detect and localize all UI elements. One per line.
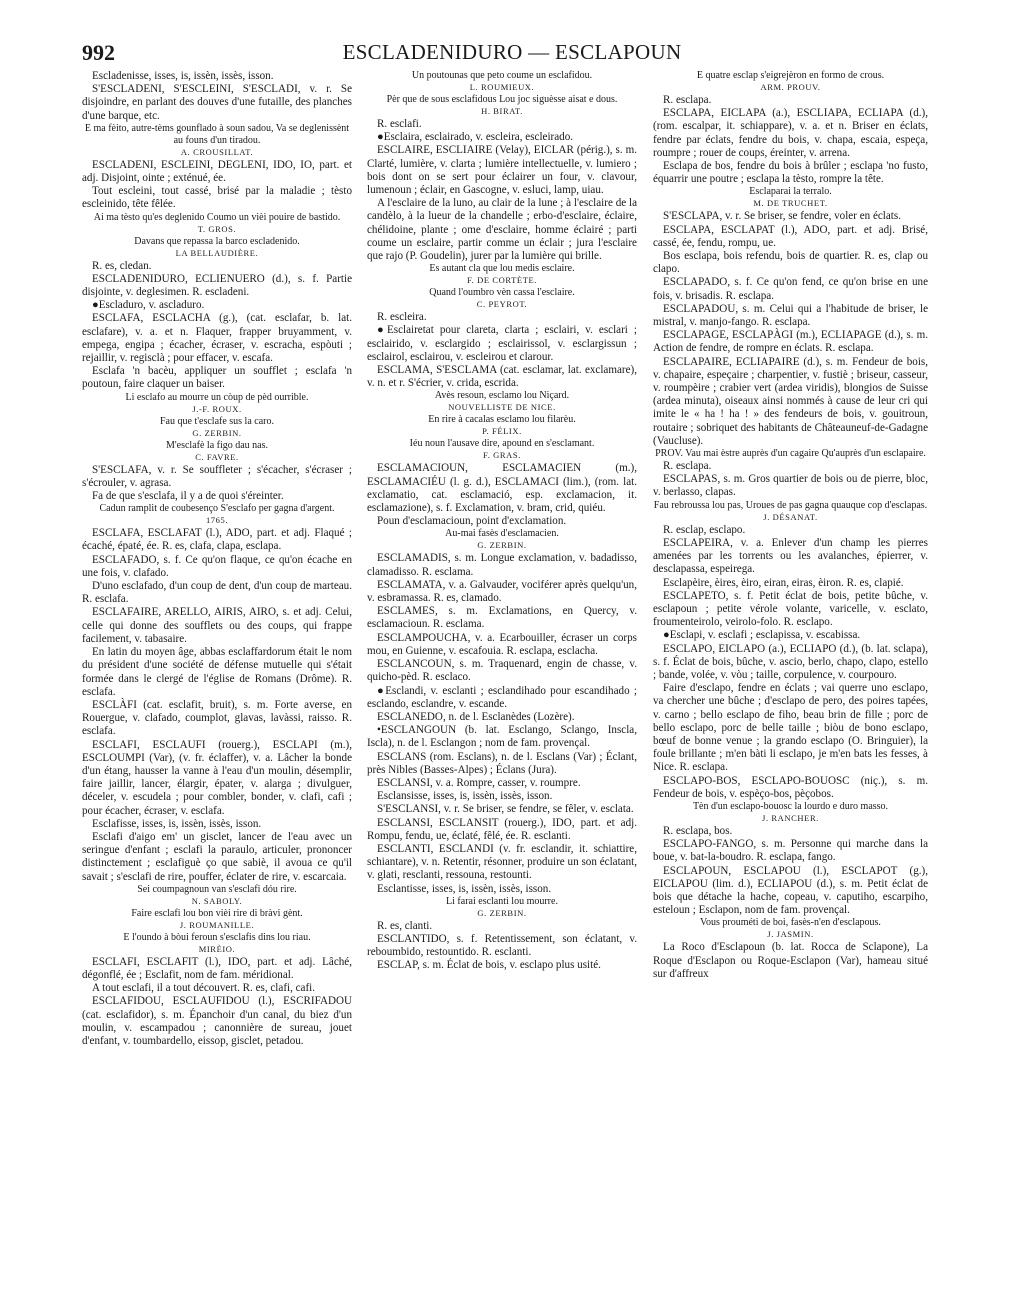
entry-paragraph: R. esclapa. [663,460,712,473]
quotation-source: J.-F. ROUX. [192,403,242,414]
quotation: Iéu noun l'ausave dire, apound en s'esclamant. [409,438,595,450]
entry-paragraph: ESCLADENI, ESCLEINI, DEGLENI, IDO, IO, part. et adj. Disjoint, ointe ; exténué, ée. [82,158,352,185]
entry-paragraph: •ESCLANGOUN (b. lat. Esclango, Sclango, Inscla, Iscla), n. de l. Esclangon ; nom de fam. provençal. [367,724,637,750]
quotation: Quand l'oumbro vèn cassa l'esclaire. [429,287,575,299]
entry-paragraph: Esclantisse, isses, is, issèn, issès, isson. [377,882,552,895]
entry-paragraph: ESCLAPEIRA, v. a. Enlever d'un champ les pierres amenées par les torrents ou les avalanches, épierrer, v. desclapassa, espeirega. [653,536,928,576]
entry-paragraph: A tout esclafi, il a tout découvert. R. es, clafi, cafi. [92,982,316,995]
quotation: E quatre esclap s'eigrejèron en formo de crous. [696,70,885,81]
entry-paragraph: Esclafi d'aigo em' un gisclet, lancer de l'eau avec un seringue d'enfant ; esclafi la paraulo, articuler, prononcer distinctement ; esclafiguè ço que sabiè, il avoua ce qu'il savait ; s'esclafi de rire, pouffer, éclater de rire, v. escarcaia. [82,830,352,883]
page-header [82,40,942,70]
quotation: E ma fèito, autre-tèms gounflado à soun sadou, Va se deglenissènt au founs d'un tiradou. [84,122,350,146]
entry-paragraph: ESCLAPO-BOS, ESCLAPO-BOUOSC (niç.), s. m. Fendeur de bois, v. espèço-bos, pèçobos. [653,774,928,800]
entry-paragraph: ESCLAIRE, ESCLIAIRE (Velay), EICLAR (périg.), s. m. Clarté, lumière, v. clarta ; lumière intellectuelle, v. lumiero ; bois dont on se sert pour éclairer un four, v. clavour, lumenoun ; éclair, en Gascogne, v. esluci, lamp, uiau. [367,144,637,197]
entry-paragraph: Bos esclapa, bois refendu, bois de quartier. R. es, clap ou clapo. [653,250,928,276]
entry-paragraph: ESCLANSI, ESCLANSIT (rouerg.), IDO, part. et adj. Rompu, fendu, ue, éclaté, fêlé, ée. R. esclanti. [367,816,637,842]
quotation-source: MIRÈIO. [198,943,236,954]
entry-paragraph: ESCLAMADIS, s. m. Longue exclamation, v. badadisso, clamadisso. R. esclama. [367,552,637,578]
entry-paragraph: Esclansisse, isses, is, issèn, issès, isson. [377,790,553,803]
quotation: Faire esclafi lou bon vièi rire di bràvi gènt. [131,907,303,919]
quotation: Fau que t'esclafe sus la caro. [160,415,274,427]
entry-paragraph: ●Esclairetat pour clareta, clarta ; esclairi, v. esclari ; esclairido, v. esclargido ; esclairissol, v. esclargissun ; esclairol, esclairou, v. escleirou et clarour. [367,324,637,363]
entry-paragraph: ESCLANSI, v. a. Rompre, casser, v. roumpre. [377,776,581,789]
quotation-source: T. GROS. [197,223,237,234]
entry-paragraph: R. esclafi. [377,118,422,130]
quotation-source: M. DE TRUCHET. [753,198,828,209]
quotation: M'esclafè la figo dau nas. [165,439,269,451]
entry-paragraph: ESCLÀFI (cat. esclafit, bruit), s. m. Forte averse, en Rouergue, v. clafado, coumplot, glavas, lavàssi, raisso. R. esclafa. [82,698,352,738]
entry-paragraph: ESCLANEDO, n. de l. Esclanèdes (Lozère). [377,710,575,723]
page-number: 992 [82,40,115,65]
quotation: Es autant cla que lou medis esclaire. [429,263,575,275]
entry-paragraph: R. esclapa. [663,94,712,106]
entry-paragraph: Esclapa de bos, fendre du bois à brûler ; esclapa 'no fusto, équarrir une poutre ; esclapa la tèsto, rompre la tête. [653,160,928,186]
quotation: PROV. Vau mai èstre auprès d'un cagaire Qu'auprès d'un esclapaire. [655,448,926,460]
entry-paragraph: La Roco d'Esclapoun (b. lat. Rocca de Sclapone), La Roque d'Esclapon ou Roque-Esclapon (Var), hameau situé sur d'affreux [653,941,928,980]
entry-paragraph: Esclafisse, isses, is, issèn, issès, isson. [92,817,262,830]
entry-paragraph: ESCLAP, s. m. Éclat de bois, v. esclapo plus usité. [377,959,601,972]
entry-paragraph: ESCLANCOUN, s. m. Traquenard, engin de chasse, v. quicho-pèd. R. esclaco. [367,658,637,684]
entry-paragraph: ●Esclaira, esclairado, v. escleira, escleirado. [377,131,574,144]
quotation-source: ARM. PROUV. [760,82,821,92]
entry-paragraph: Esclafa 'n bacèu, appliquer un soufflet ; esclafa 'n poutoun, faire claquer un baiser. [82,365,352,391]
entry-paragraph: S'ESCLAFA, v. r. Se souffleter ; s'écacher, s'écraser ; s'écrouler, v. agrasa. [82,463,352,489]
entry-paragraph: ESCLAFAIRE, ARELLO, AIRIS, AIRO, s. et adj. Celui, celle qui donne des soufflets ou des coups, qui frappe facilement, v. tabasaire. [82,606,352,645]
entry-paragraph: A l'esclaire de la luno, au clair de la lune ; à l'esclaire de la candèlo, à la lueur de la chandelle ; erbo-d'esclaire, éclaire, chélidoine, plante ; ome d'esclaire, homme éclairé ; parti coume un esclaire, partir comme un éclair ; jura l'esclaire que rajo (P. Goudelin), jurer par la lumière qui brille. [367,197,637,263]
entry-paragraph: Poun d'esclamacioun, point d'exclamation. [377,515,567,528]
entry-paragraph: ESCLAPAGE, ESCLAPÀGI (m.), ECLIAPAGE (d.), s. m. Action de fendre, de rompre en éclats. R. esclapa. [653,329,928,355]
entry-paragraph: ESCLANS (rom. Esclans), n. de l. Esclans (Var) ; Éclant, près Nibles (Basses-Alpes) ; Éclans (Jura). [367,750,637,776]
entry-paragraph: ESCLAPETO, s. f. Petit éclat de bois, petite bûche, v. esclapoun ; petite vérole volante, varicelle, v. esclato, froumenteirolo, veirolo-folo. R. esclapo. [653,589,928,629]
quotation: Li farai esclanti lou mourre. [446,895,558,907]
entry-paragraph: Tout escleini, tout cassé, brisé par la maladie ; tèsto escleinido, tête fêlée. [82,185,352,211]
entry-paragraph: ESCLAPADOU, s. m. Celui qui a l'habitude de briser, le mistral, v. manjo-fango. R. esclapa. [653,302,928,329]
quotation-source: G. ZERBIN. [192,427,242,438]
quotation-source: N. SABOLY. [191,895,243,906]
column-1 [82,70,352,1285]
entry-paragraph: ESCLAMPOUCHA, v. a. Ecarbouiller, écraser un corps mou, en Guienne, v. escafouia. R. esclapa, esclacha. [367,631,637,657]
quotation-source: NOUVELLISTE DE NICE. [448,402,556,413]
entry-paragraph: ESCLAFIDOU, ESCLAUFIDOU (l.), ESCRIFADOU (cat. esclafidor), s. m. Épanchoir d'un canal, du biez d'un moulin, v. escampadou ; canonnière de sureau, jouet d'enfant, v. toumbardello, eissop, gisclet, petadou. [82,995,352,1047]
entry-paragraph: ESCLAPADO, s. f. Ce qu'on fend, ce qu'on brise en une fois, v. brisadis. R. esclapa. [653,276,928,302]
quotation-source: J. JASMIN. [767,929,814,940]
entry-paragraph: ESCLAFA, ESCLACHA (g.), (cat. esclafar, b. lat. esclafare), v. a. et n. Flaquer, frapper bruyamment, v. empega, engipa ; écacher, écraser, v. escracha, espòuti ; rejaillir, v. regisclà ; pour effacer, v. escafa. [82,312,352,365]
entry-paragraph: ●Esclandi, v. esclanti ; esclandihado pour escandihado ; esclando, esclandre, v. escande. [367,684,637,710]
entry-paragraph: ●Escladuro, v. ascladuro. [92,299,205,312]
entry-paragraph: S'ESCLANSI, v. r. Se briser, se fendre, se fêler, v. esclata. [377,803,634,816]
quotation: Tèn d'un esclapo-bouosc la lourdo e duro masso. [692,800,889,812]
entry-paragraph: S'ESCLAPA, v. r. Se briser, se fendre, voler en éclats. [663,210,901,223]
quotation-source: C. FAVRE. [195,451,239,462]
entry-paragraph: ESCLAPOUN, ESCLAPOU (l.), ESCLAPOT (g.), EICLAPOU (lim. d.), ECLIAPOU (d.), s. m. Petit éclat de bois que détache la hache, copeau, v. caputiho, escarpiho, esteloun ; Esclapon, nom de fam. provençal. [653,864,928,917]
entry-paragraph: Esclapèire, èires, èiro, eiran, eiras, èiron. R. es, clapié. [663,576,904,589]
entry-paragraph: ESCLAPAIRE, ECLIAPAIRE (d.), s. m. Fendeur de bois, v. chapaire, espeçaire ; charpentier, v. fustiè ; briseur, casseur, v. roumpèire ; crabier vert (ardea viridis), blongios de Suisse (ardea minuta), oiseaux ainsi nommés à cause de leur cri qui imite le « ha ! ha ! » des fendeurs de bois, v. gouitroun, routaire ; sobriquet des habitants de Châteauneuf-de-Gadagne (Vaucluse). [653,355,928,447]
quotation-source: L. ROUMIEUX. [469,82,535,92]
quotation: Avès resoun, esclamo lou Niçard. [434,390,570,402]
entry-paragraph: ESCLAPA, ESCLAPAT (l.), ADO, part. et adj. Brisé, cassé, ée, fendu, rompu, ue. [653,223,928,249]
quotation-source: F. DE CORTÈTE. [466,275,537,286]
entry-paragraph: R. es, cledan. [92,259,152,272]
entry-paragraph: ESCLAPA, EICLAPA (a.), ESCLIAPA, ECLIAPA (d.), (rom. escalpar, it. schiappare), v. a. et n. Briser en éclats, fendre par éclats, fendre du bois, v. chapa, escaia, espeça, roumpre ; rouer de coups, éreinter, v. arrena. [653,107,928,159]
quotation: Vous prouméti de boi, fasès-n'en d'esclapous. [700,917,881,929]
quotation-source: A. CROUSILLAT. [180,146,254,157]
quotation: E l'oundo à bòui feroun s'esclafis dins lou riau. [123,931,311,943]
quotation: Esclaparai la terralo. [749,186,832,198]
entry-paragraph: D'uno esclafado, d'un coup de dent, d'un coup de marteau. R. esclafa. [82,580,352,606]
entry-paragraph: Faire d'esclapo, fendre en éclats ; vai querre uno esclapo, va chercher une bûche ; d'esclapo de pero, des poires tapées, v. carno ; bello esclapo de fiho, beau brin de fille ; porc de bello esclapo, porc de belle taille ; biòu de bono esclapo, bœuf de bonne venue ; la grando esclapo (O. Bringuier), la foule brillante ; m'en bàti li esclapo, je m'en bats les fesses, à Nice. R. esclapa. [653,682,928,774]
entry-paragraph: ESCLANTI, ESCLANDI (v. fr. esclandir, it. schiattire, schiantare), v. n. Retentir, résonner, produire un son éclatant, v. glati, resclanti, ressouna, restounti. [367,842,637,882]
quotation-source: J. ROUMANILLE. [179,919,255,930]
entry-paragraph: ESCLAPAS, s. m. Gros quartier de bois ou de pierre, bloc, v. berlasso, clapas. [653,473,928,499]
entry-paragraph: R. esclap, esclapo. [663,523,746,536]
entry-paragraph: ESCLAPO, EICLAPO (a.), ECLIAPO (d.), (b. lat. sclapa), s. f. Éclat de bois, bûche, v. ascio, berlo, chapo, clapo, estello ; bande, volée, v. vòu ; taille, corpulence, v. courpouro. [653,642,928,681]
running-title: ESCLADENIDURO — ESCLAPOUN [342,40,682,64]
quotation: Sei coumpagnoun van s'esclafi dóu rire. [137,883,297,895]
quotation: Pèr que de sous esclafidous Lou joc siguèsse aisat e dous. [386,94,618,105]
quotation: Fau rebroussa lou pas, Uroues de pas gagna quauque cop d'esclapas. [653,499,928,511]
entry-paragraph: ●Esclapi, v. esclafi ; esclapissa, v. escabissa. [663,629,861,642]
entry-paragraph: ESCLAFADO, s. f. Ce qu'on flaque, ce qu'on écache en une fois, v. clafado. [82,553,352,579]
quotation: Li esclafo au mourre un còup de pèd ourrible. [125,391,309,403]
entry-paragraph: ESCLAFA, ESCLAFAT (l.), ADO, part. et adj. Flaqué ; écaché, épaté, ée. R. es, clafa, clapa, esclapa. [82,527,352,553]
quotation-source: 1765. [205,515,229,526]
entry-paragraph: ESCLAMACIOUN, ESCLAMACIEN (m.), ESCLAMACIÉU (l. g. d.), ESCLAMACI (lim.), (rom. lat. exclamatio, cat. esclamació, esp. exclamacion, it. esclamazione), s. f. Exclamation, v. bram, crid, quiéu. [367,462,637,515]
quotation-source: G. ZERBIN. [477,907,527,918]
entry-paragraph: Escladenisse, isses, is, issèn, issès, isson. [92,70,274,82]
quotation: Un poutounas que peto coume un esclafidou. [411,70,593,81]
quotation-source: J. RANCHER. [762,812,819,823]
entry-paragraph: En latin du moyen âge, abbas esclaffardorum était le nom du président d'une société de défense mutuelle qui s'était formée dans le clergé de l'église de Romans (Drôme). R. esclafa. [82,646,352,698]
quotation-source: H. BIRAT. [481,106,523,116]
quotation-source: P. FÉLIX. [482,426,522,437]
entry-paragraph: ESCLAMATA, v. a. Galvauder, vociférer après quelqu'un, v. esbramassa. R. es, clamado. [367,578,637,605]
quotation: En rire à cacalas esclamo lou filarèu. [428,414,576,426]
quotation: Au-mai fasès d'esclamacien. [445,528,559,540]
entry-paragraph: ESCLADENIDURO, ECLIENUERO (d.), s. f. Partie disjointe, v. deglesimen. R. escladeni. [82,272,352,299]
entry-paragraph: R. esclapa, bos. [663,824,733,837]
entry-paragraph: ESCLAMA, S'ESCLAMA (cat. esclamar, lat. exclamare), v. n. et r. S'écrier, v. crida, escrida. [367,364,637,390]
entry-paragraph: S'ESCLADENI, S'ESCLEINI, S'ESCLADI, v. r. Se disjoindre, en parlant des douves d'une futaille, des planches d'une barque, etc. [82,83,352,122]
entry-paragraph: ESCLAFI, ESCLAFIT (l.), IDO, part. et adj. Lâché, dégonflé, ée ; Esclafit, nom de fam. méridional. [82,955,352,981]
entry-paragraph: R. es, clanti. [377,919,433,932]
quotation: Davans que repassa la barco escladenido. [134,235,300,247]
entry-paragraph: ESCLAFI, ESCLAUFI (rouerg.), ESCLAPI (m.), ESCLOUMPI (Var), (v. fr. éclaffer), v. a. Lâcher la bonde d'un étang, hausser la vanne à l'eau d'un moulin, désemplir, faire jaillir, lancer, élargir, épater, v. alarga ; divulguer, déceler, v. escudela ; pour combler, bonder, v. clafi, cafi ; pour écacher, écraser, v. esclafa. [82,738,352,817]
quotation: Cadun ramplit de coubesenço S'esclafo per gagna d'argent. [99,503,335,515]
entry-paragraph: ESCLAPO-FANGO, s. m. Personne qui marche dans la boue, v. bat-la-boudro. R. esclapa, fango. [653,838,928,864]
quotation: Ai ma tèsto qu'es deglenido Coumo un vièi pouire de bastido. [93,211,341,223]
column-3 [653,70,928,1285]
text-columns [82,70,944,1280]
quotation-source: LA BELLAUDIÈRE. [175,247,259,258]
entry-paragraph: Fa de que s'esclafa, il y a de quoi s'éreinter. [92,490,284,503]
entry-paragraph: ESCLAMES, s. m. Exclamations, en Quercy, v. esclamacioun. R. esclama. [367,605,637,631]
column-2 [367,70,637,1285]
quotation-source: F. GRAS. [483,450,521,461]
entry-paragraph: R. escleira. [377,311,427,324]
quotation-source: C. PEYROT. [476,299,528,310]
entry-paragraph: ESCLANTIDO, s. f. Retentissement, son éclatant, v. reboumbido, restountido. R. esclanti. [367,932,637,959]
quotation-source: G. ZERBIN. [477,540,527,551]
quotation-source: J. DÉSANAT. [763,511,818,522]
